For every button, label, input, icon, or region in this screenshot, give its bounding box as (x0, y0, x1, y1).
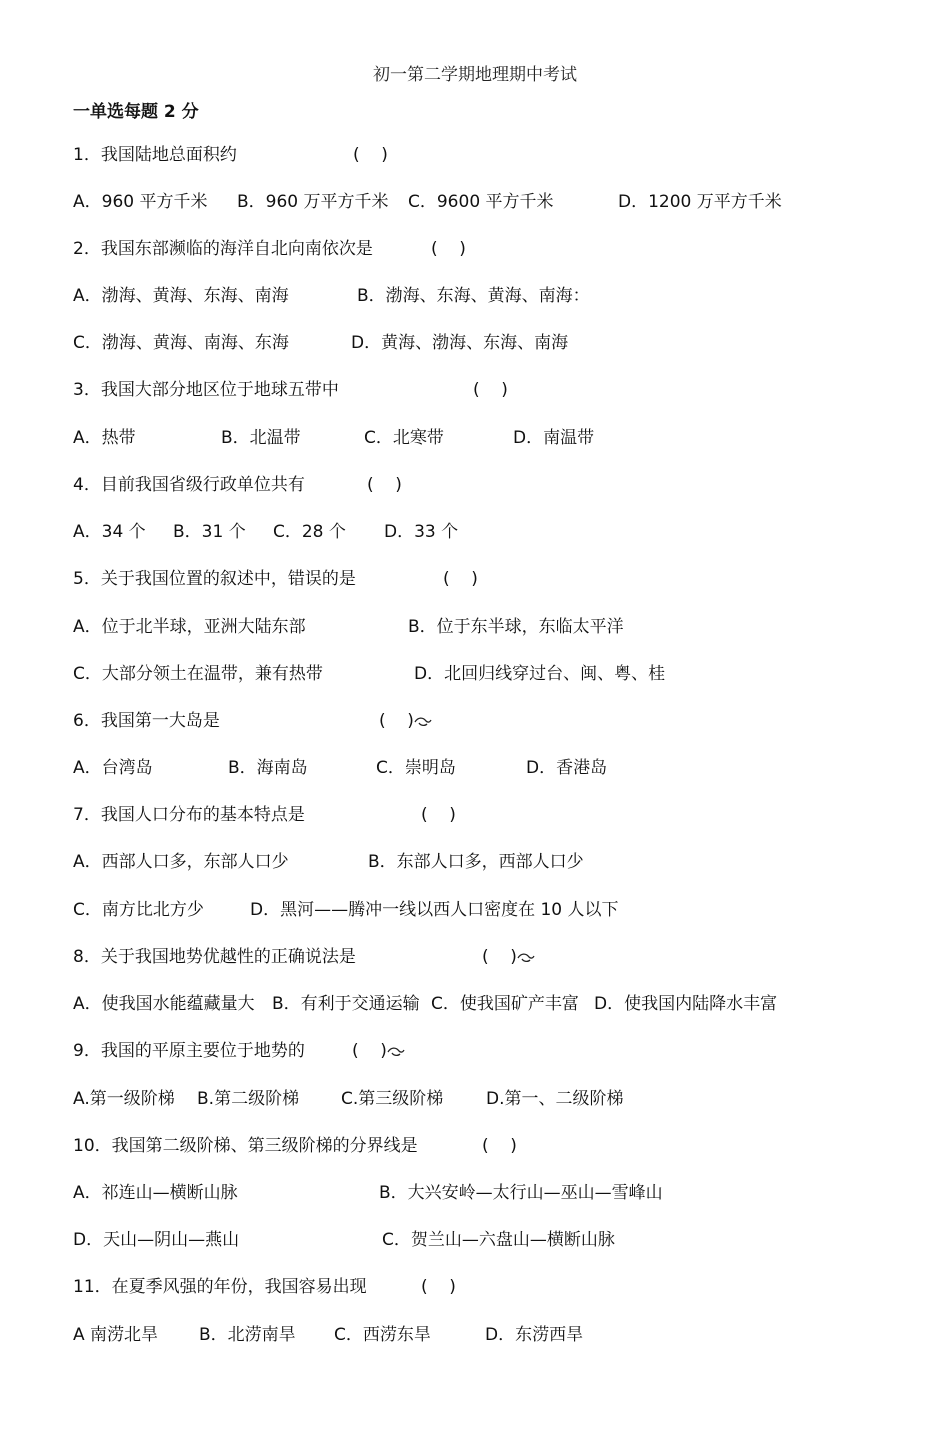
question-5-option-a: A．位于北半球，亚洲大陆东部 (73, 617, 306, 637)
question-9-option-d: D.第一、二级阶梯 (486, 1089, 624, 1109)
answer-blank-4: ( ) (367, 475, 402, 495)
question-11-option-a: A 南涝北旱 (73, 1325, 159, 1345)
question-11-stem: 11．在夏季风强的年份，我国容易出现 (73, 1277, 367, 1297)
question-3-option-c: C．北寒带 (364, 428, 444, 448)
question-5-option-c: C．大部分领土在温带，兼有热带 (73, 664, 323, 684)
question-9-option-b: B.第二级阶梯 (197, 1089, 300, 1109)
question-1-stem: 1．我国陆地总面积约 (73, 145, 237, 165)
answer-blank-11: ( ) (421, 1277, 456, 1297)
question-7-stem: 7．我国人口分布的基本特点是 (73, 805, 305, 825)
question-6-stem: 6．我国第一大岛是 (73, 711, 220, 731)
question-8-option-d: D．使我国内陆降水丰富 (594, 994, 778, 1014)
question-2-option-b: B．渤海、东海、黄海、南海： (357, 286, 590, 306)
answer-blank-8: ( ) (482, 947, 517, 967)
question-6-option-d: D．香港岛 (526, 758, 608, 778)
question-3-option-d: D．南温带 (513, 428, 595, 448)
section-heading: 一单选每题 2 分 (73, 102, 199, 122)
question-11-option-d: D．东涝西旱 (485, 1325, 584, 1345)
question-9-option-a: A.第一级阶梯 (73, 1089, 175, 1109)
question-3-option-a: A．热带 (73, 428, 136, 448)
question-10-option-d: D．天山—阴山—燕山 (73, 1230, 240, 1250)
question-7-option-b: B．东部人口多，西部人口少 (368, 852, 584, 872)
question-4-option-a: A．34 个 (73, 522, 146, 542)
question-8-stem: 8．关于我国地势优越性的正确说法是 (73, 947, 356, 967)
question-5-option-b: B．位于东半球，东临太平洋 (408, 617, 624, 637)
question-1-option-b: B．960 万平方千米 (237, 192, 389, 212)
answer-blank-5: ( ) (443, 569, 478, 589)
hand-mark-icon (414, 716, 432, 728)
question-8-option-b: B．有利于交通运输 (272, 994, 420, 1014)
question-2-option-a: A．渤海、黄海、东海、南海 (73, 286, 289, 306)
question-6-option-b: B．海南岛 (228, 758, 308, 778)
question-5-option-d: D．北回归线穿过台、闽、粤、桂 (414, 664, 666, 684)
question-9-option-c: C.第三级阶梯 (341, 1089, 444, 1109)
question-6-option-c: C．崇明岛 (376, 758, 456, 778)
question-9-stem: 9．我国的平原主要位于地势的 (73, 1041, 305, 1061)
question-4-option-b: B．31 个 (173, 522, 246, 542)
question-2-option-d: D．黄海、渤海、东海、南海 (351, 333, 569, 353)
question-5-stem: 5．关于我国位置的叙述中，错误的是 (73, 569, 356, 589)
answer-blank-6: ( ) (379, 711, 414, 731)
question-4-stem: 4．目前我国省级行政单位共有 (73, 475, 305, 495)
question-3-option-b: B．北温带 (221, 428, 301, 448)
question-1-option-a: A．960 平方千米 (73, 192, 208, 212)
question-4-option-d: D．33 个 (384, 522, 459, 542)
hand-mark-icon (517, 952, 535, 964)
question-1-option-d: D．1200 万平方千米 (618, 192, 782, 212)
answer-blank-9: ( ) (352, 1041, 387, 1061)
question-2-option-c: C．渤海、黄海、南海、东海 (73, 333, 289, 353)
question-7-option-d: D．黑河——腾冲一线以西人口密度在 10 人以下 (250, 900, 619, 920)
question-7-option-a: A．西部人口多，东部人口少 (73, 852, 289, 872)
page-title: 初一第二学期地理期中考试 (373, 65, 577, 85)
question-10-option-a: A．祁连山—横断山脉 (73, 1183, 238, 1203)
question-10-option-b: B．大兴安岭—太行山—巫山—雪峰山 (379, 1183, 663, 1203)
answer-blank-3: ( ) (473, 380, 508, 400)
question-7-option-c: C．南方比北方少 (73, 900, 204, 920)
question-11-option-b: B．北涝南旱 (199, 1325, 296, 1345)
question-8-option-a: A．使我国水能蕴藏量大 (73, 994, 255, 1014)
question-11-option-c: C．西涝东旱 (334, 1325, 431, 1345)
question-2-stem: 2．我国东部濒临的海洋自北向南依次是 (73, 239, 373, 259)
question-10-option-c: C．贺兰山—六盘山—横断山脉 (382, 1230, 615, 1250)
answer-blank-1: ( ) (353, 145, 388, 165)
question-1-option-c: C．9600 平方千米 (408, 192, 554, 212)
question-8-option-c: C．使我国矿产丰富 (431, 994, 579, 1014)
question-6-option-a: A．台湾岛 (73, 758, 153, 778)
answer-blank-10: ( ) (482, 1136, 517, 1156)
answer-blank-2: ( ) (431, 239, 466, 259)
hand-mark-icon (387, 1046, 405, 1058)
question-4-option-c: C．28 个 (273, 522, 346, 542)
answer-blank-7: ( ) (421, 805, 456, 825)
question-10-stem: 10．我国第二级阶梯、第三级阶梯的分界线是 (73, 1136, 418, 1156)
question-3-stem: 3．我国大部分地区位于地球五带中 (73, 380, 339, 400)
